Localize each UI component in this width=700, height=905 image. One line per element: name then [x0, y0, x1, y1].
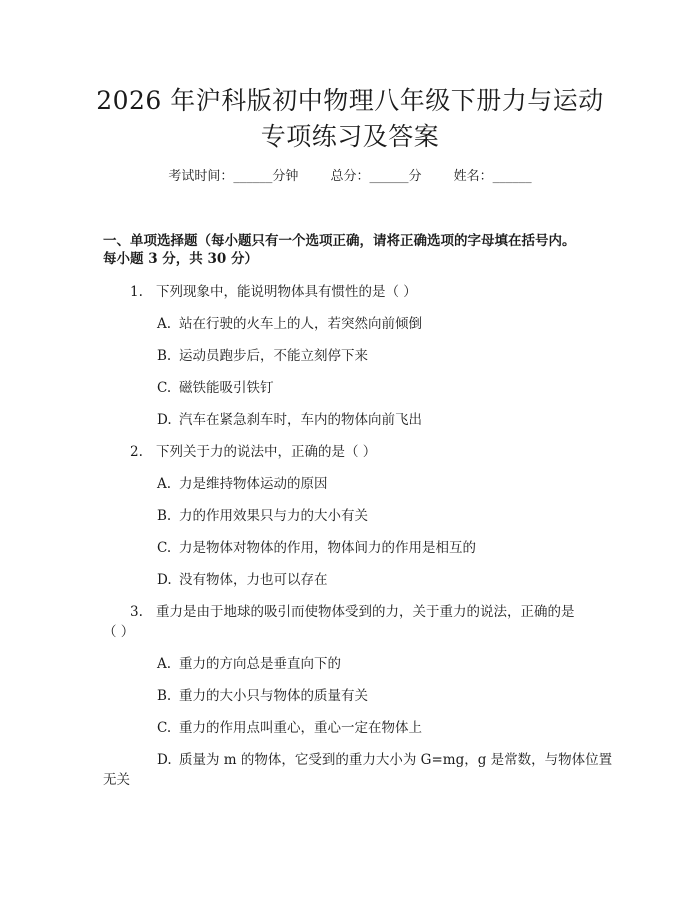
exam-time-field: 考试时间：______分钟	[168, 169, 299, 184]
option-1a	[157, 315, 422, 333]
option-text: 磁铁能吸引铁钉	[179, 380, 274, 396]
question-text: 下列关于力的说法中，正确的是（ ）	[156, 444, 377, 460]
option-3a	[157, 655, 341, 673]
question-number: 2.	[130, 444, 143, 460]
option-text: 质量为 m 的物体，它受到的重力大小为 G=mg，g 是常数，与物体位置	[179, 752, 613, 768]
option-text: 重力的方向总是垂直向下的	[179, 656, 341, 672]
option-label: D.	[157, 752, 172, 768]
section-heading-line-2: 每小题 3 分，共 30 分）	[103, 251, 258, 267]
option-label: C.	[157, 720, 172, 736]
option-text: 运动员跑步后，不能立刻停下来	[179, 348, 368, 364]
question-number: 1.	[130, 284, 143, 300]
student-name-field: 姓名：______	[453, 169, 532, 184]
option-3c	[157, 719, 422, 737]
total-score-field: 总分：______分	[330, 169, 422, 184]
option-text: 汽车在紧急刹车时，车内的物体向前飞出	[179, 412, 422, 428]
question-2	[130, 443, 376, 461]
option-text: 力是维持物体运动的原因	[179, 476, 328, 492]
option-text: 没有物体，力也可以存在	[179, 572, 328, 588]
option-1d	[157, 411, 422, 429]
option-text: 重力的作用点叫重心，重心一定在物体上	[179, 720, 422, 736]
option-2b	[157, 507, 368, 525]
question-3-continuation: （ ）	[103, 624, 135, 640]
option-text: 重力的大小只与物体的质量有关	[179, 688, 368, 704]
option-label: A.	[157, 476, 172, 492]
option-text: 站在行驶的火车上的人，若突然向前倾倒	[179, 316, 422, 332]
option-label: B.	[157, 348, 172, 364]
option-label: A.	[157, 656, 172, 672]
question-text: 下列现象中，能说明物体具有惯性的是（ ）	[156, 284, 417, 300]
option-label: B.	[157, 688, 172, 704]
question-3	[130, 603, 575, 621]
option-2a	[157, 475, 328, 493]
exam-info-row	[0, 168, 700, 186]
option-label: C.	[157, 380, 172, 396]
question-text: 重力是由于地球的吸引而使物体受到的力，关于重力的说法，正确的是	[156, 604, 575, 620]
question-number: 3.	[130, 604, 143, 620]
option-2c	[157, 539, 476, 557]
option-2d	[157, 571, 328, 589]
section-heading-line-1: 一、单项选择题（每小题只有一个选项正确，请将正确选项的字母填在括号内。	[103, 233, 576, 249]
page-title-line-1: 2026 年沪科版初中物理八年级下册力与运动	[96, 86, 604, 115]
option-3b	[157, 687, 368, 705]
option-label: A.	[157, 316, 172, 332]
option-label: B.	[157, 508, 172, 524]
question-1	[130, 283, 417, 301]
option-text: 力的作用效果只与力的大小有关	[179, 508, 368, 524]
option-label: D.	[157, 412, 172, 428]
option-3d-continuation: 无关	[103, 772, 130, 788]
option-3d	[157, 751, 612, 769]
option-label: D.	[157, 572, 172, 588]
option-1c	[157, 379, 274, 397]
option-1b	[157, 347, 368, 365]
option-label: C.	[157, 540, 172, 556]
option-text: 力是物体对物体的作用，物体间力的作用是相互的	[179, 540, 476, 556]
page-title-line-2: 专项练习及答案	[260, 122, 440, 151]
